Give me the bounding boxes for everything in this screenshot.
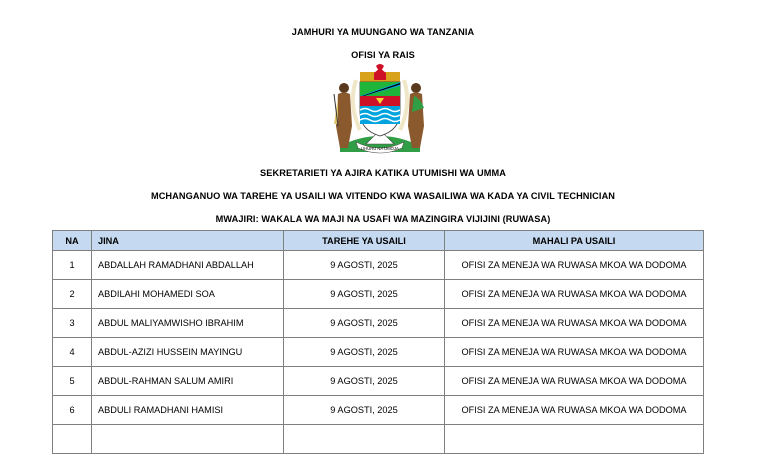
interview-schedule-table	[52, 230, 704, 454]
table-row	[53, 309, 704, 338]
candidate-name: ABDUL-AZIZI HUSSEIN MAYINGU	[92, 338, 284, 367]
interview-location: OFISI ZA MENEJA WA RUWASA MKOA WA DODOMA	[445, 396, 704, 425]
candidate-name: ABDUL-RAHMAN SALUM AMIRI	[92, 367, 284, 396]
interview-date: 9 AGOSTI, 2025	[284, 396, 445, 425]
interview-date: 9 AGOSTI, 2025	[284, 280, 445, 309]
row-number: 5	[53, 367, 92, 396]
interview-date: 9 AGOSTI, 2025	[284, 309, 445, 338]
column-header-mahali: MAHALI PA USAILI	[445, 231, 704, 251]
employer-heading: MWAJIRI: WAKALA WA MAJI NA USAFI WA MAZINGIRA VIJIJINI (RUWASA)	[215, 214, 551, 224]
row-number: 1	[53, 251, 92, 280]
row-number: 2	[53, 280, 92, 309]
office-heading: OFISI YA RAIS	[351, 50, 415, 60]
row-number: 4	[53, 338, 92, 367]
interview-location: OFISI ZA MENEJA WA RUWASA MKOA WA DODOMA	[445, 251, 704, 280]
interview-location: OFISI ZA MENEJA WA RUWASA MKOA WA DODOMA	[445, 280, 704, 309]
secretariat-heading: SEKRETARIETI YA AJIRA KATIKA UTUMISHI WA UMMA	[260, 168, 506, 178]
country-heading: JAMHURI YA MUUNGANO WA TANZANIA	[291, 27, 475, 37]
coat-of-arms-emblem	[326, 64, 434, 158]
row-number: 3	[53, 309, 92, 338]
candidate-name: ABDILAHI MOHAMEDI SOA	[92, 280, 284, 309]
table-row	[53, 367, 704, 396]
row-number: 6	[53, 396, 92, 425]
column-header-tarehe: TAREHE YA USAILI	[284, 231, 445, 251]
table-row	[53, 338, 704, 367]
table-row	[53, 396, 704, 425]
column-header-na: NA	[53, 231, 92, 251]
interview-date: 9 AGOSTI, 2025	[284, 251, 445, 280]
table-row	[53, 280, 704, 309]
interview-date: 9 AGOSTI, 2025	[284, 338, 445, 367]
candidate-name: ABDULI RAMADHANI HAMISI	[92, 396, 284, 425]
column-header-jina: JINA	[92, 231, 284, 251]
table-header-row	[53, 231, 704, 251]
document-title: MCHANGANUO WA TAREHE YA USAILI WA VITENDO KWA WASAILIWA WA KADA YA CIVIL TECHNICIAN	[150, 191, 616, 201]
interview-location: OFISI ZA MENEJA WA RUWASA MKOA WA DODOMA	[445, 367, 704, 396]
motto-text: UHURU NA UMOJA	[361, 146, 399, 151]
interview-location: OFISI ZA MENEJA WA RUWASA MKOA WA DODOMA	[445, 309, 704, 338]
candidate-name: ABDALLAH RAMADHANI ABDALLAH	[92, 251, 284, 280]
table-row	[53, 251, 704, 280]
interview-date: 9 AGOSTI, 2025	[284, 367, 445, 396]
interview-location: OFISI ZA MENEJA WA RUWASA MKOA WA DODOMA	[445, 338, 704, 367]
candidate-name: ABDUL MALIYAMWISHO IBRAHIM	[92, 309, 284, 338]
